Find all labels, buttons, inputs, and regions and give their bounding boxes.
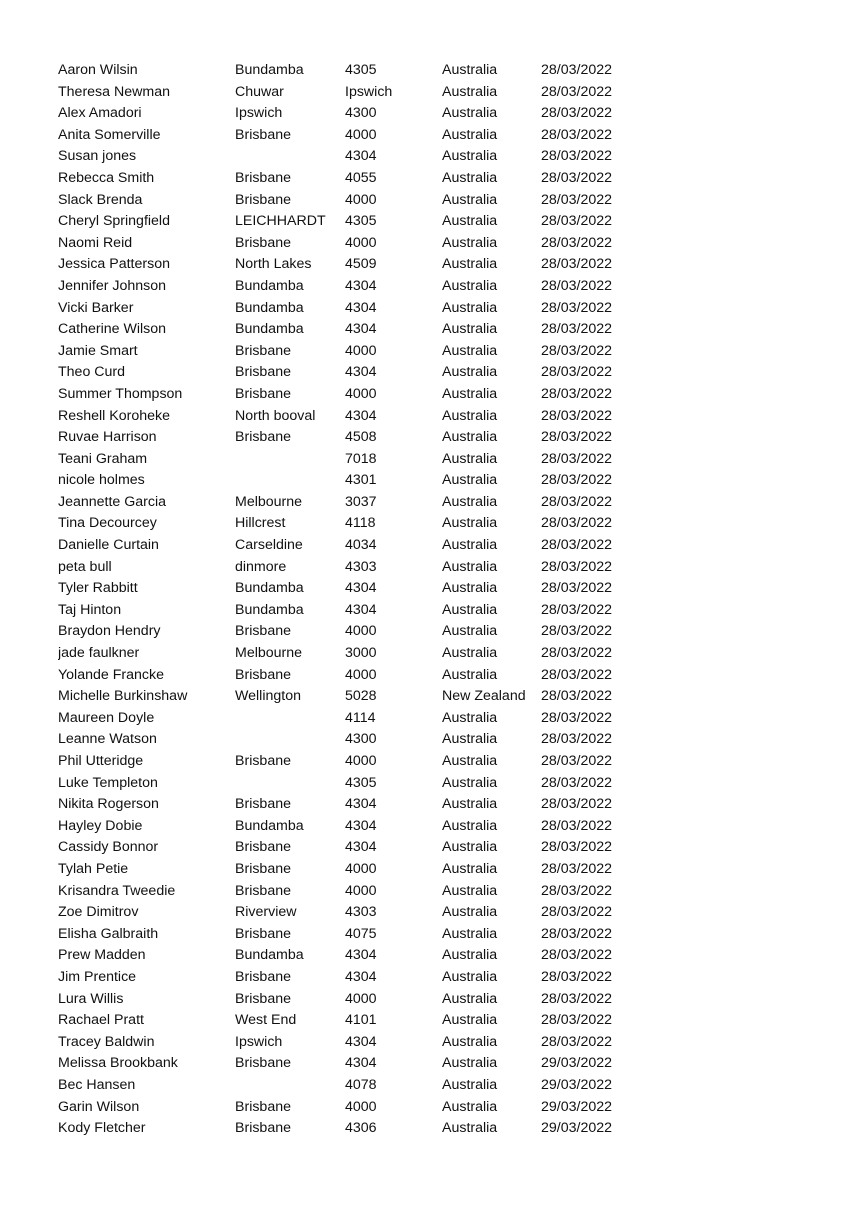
- city-cell: West End: [235, 1012, 297, 1029]
- table-row: [58, 427, 818, 449]
- postcode-cell: 4304: [345, 1055, 377, 1072]
- name-cell: Naomi Reid: [58, 234, 133, 251]
- postcode-cell: 4078: [345, 1076, 377, 1093]
- table-row: [58, 837, 818, 859]
- country-cell: Australia: [442, 947, 498, 964]
- city-cell: Brisbane: [235, 234, 291, 251]
- date-cell: 28/03/2022: [541, 947, 613, 964]
- table-row: [58, 708, 818, 730]
- table-row: [58, 924, 818, 946]
- name-cell: Tracey Baldwin: [58, 1033, 155, 1050]
- postcode-cell: 4306: [345, 1120, 377, 1137]
- postcode-cell: 4000: [345, 1098, 377, 1115]
- date-cell: 28/03/2022: [541, 169, 613, 186]
- table-row: [58, 1053, 818, 1075]
- country-cell: Australia: [442, 796, 498, 813]
- postcode-cell: 4305: [345, 774, 377, 791]
- country-cell: Australia: [442, 839, 498, 856]
- table-row: [58, 233, 818, 255]
- postcode-cell: 4304: [345, 947, 377, 964]
- table-row: [58, 168, 818, 190]
- country-cell: Australia: [442, 169, 498, 186]
- postcode-cell: 4304: [345, 580, 377, 597]
- table-row: [58, 751, 818, 773]
- country-cell: Australia: [442, 83, 498, 100]
- date-cell: 28/03/2022: [541, 364, 613, 381]
- date-cell: 28/03/2022: [541, 839, 613, 856]
- date-cell: 28/03/2022: [541, 385, 613, 402]
- postcode-cell: 4118: [345, 515, 376, 532]
- date-cell: 28/03/2022: [541, 882, 613, 899]
- city-cell: Brisbane: [235, 1098, 291, 1115]
- country-cell: Australia: [442, 148, 498, 165]
- postcode-cell: 4300: [345, 105, 377, 122]
- postcode-cell: 4000: [345, 666, 377, 683]
- date-cell: 28/03/2022: [541, 234, 613, 251]
- postcode-cell: 4000: [345, 126, 377, 143]
- city-cell: Brisbane: [235, 429, 291, 446]
- table-row: [58, 621, 818, 643]
- date-cell: 28/03/2022: [541, 709, 613, 726]
- name-cell: Catherine Wilson: [58, 321, 167, 338]
- date-cell: 28/03/2022: [541, 493, 613, 510]
- city-cell: Wellington: [235, 688, 301, 705]
- city-cell: Bundamba: [235, 321, 304, 338]
- city-cell: Brisbane: [235, 191, 291, 208]
- postcode-cell: 4304: [345, 321, 377, 338]
- table-row: [58, 794, 818, 816]
- name-cell: Jamie Smart: [58, 342, 138, 359]
- city-cell: Brisbane: [235, 342, 291, 359]
- postcode-cell: 4034: [345, 537, 377, 554]
- name-cell: Hayley Dobie: [58, 817, 143, 834]
- city-cell: LEICHHARDT: [235, 213, 326, 230]
- city-cell: Brisbane: [235, 796, 291, 813]
- country-cell: Australia: [442, 817, 498, 834]
- postcode-cell: 4000: [345, 234, 377, 251]
- date-cell: 28/03/2022: [541, 148, 613, 165]
- postcode-cell: 4000: [345, 342, 377, 359]
- city-cell: Brisbane: [235, 1120, 291, 1137]
- country-cell: Australia: [442, 472, 498, 489]
- country-cell: Australia: [442, 299, 498, 316]
- date-cell: 28/03/2022: [541, 1033, 613, 1050]
- city-cell: Brisbane: [235, 385, 291, 402]
- date-cell: 29/03/2022: [541, 1098, 613, 1115]
- table-row: [58, 254, 818, 276]
- name-cell: peta bull: [58, 558, 112, 575]
- date-cell: 28/03/2022: [541, 277, 613, 294]
- city-cell: North Lakes: [235, 256, 312, 273]
- city-cell: Brisbane: [235, 753, 291, 769]
- table-row: [58, 492, 818, 514]
- date-cell: 28/03/2022: [541, 213, 613, 230]
- postcode-cell: 4300: [345, 731, 377, 748]
- city-cell: Riverview: [235, 904, 297, 921]
- postcode-cell: 4304: [345, 277, 377, 294]
- country-cell: Australia: [442, 1120, 498, 1137]
- country-cell: Australia: [442, 580, 498, 597]
- country-cell: Australia: [442, 860, 498, 877]
- postcode-cell: 4304: [345, 796, 377, 813]
- date-cell: 28/03/2022: [541, 450, 613, 467]
- name-cell: nicole holmes: [58, 472, 145, 489]
- date-cell: 29/03/2022: [541, 1076, 613, 1093]
- city-cell: Bundamba: [235, 299, 304, 316]
- country-cell: Australia: [442, 385, 498, 402]
- postcode-cell: 4000: [345, 753, 377, 769]
- date-cell: 28/03/2022: [541, 904, 613, 921]
- table-row: [58, 557, 818, 579]
- table-row: [58, 945, 818, 967]
- country-cell: Australia: [442, 105, 498, 122]
- country-cell: Australia: [442, 968, 498, 985]
- date-cell: 28/03/2022: [541, 83, 613, 100]
- postcode-cell: 3037: [345, 493, 377, 510]
- city-cell: Carseldine: [235, 537, 303, 554]
- name-cell: Susan jones: [58, 148, 137, 165]
- country-cell: Australia: [442, 537, 498, 554]
- date-cell: 29/03/2022: [541, 1120, 613, 1137]
- name-cell: Michelle Burkinshaw: [58, 688, 188, 705]
- postcode-cell: 4509: [345, 256, 377, 273]
- table-row: [58, 125, 818, 147]
- table-row: [58, 773, 818, 795]
- date-cell: 28/03/2022: [541, 968, 613, 985]
- table-row: [58, 881, 818, 903]
- date-cell: 28/03/2022: [541, 126, 613, 143]
- postcode-cell: 4114: [345, 709, 376, 726]
- table-row: [58, 211, 818, 233]
- country-cell: Australia: [442, 342, 498, 359]
- table-row: [58, 190, 818, 212]
- city-cell: Brisbane: [235, 126, 291, 143]
- country-cell: Australia: [442, 1098, 498, 1115]
- date-cell: 28/03/2022: [541, 429, 613, 446]
- postcode-cell: 5028: [345, 688, 377, 705]
- date-cell: 28/03/2022: [541, 558, 613, 575]
- postcode-cell: 4304: [345, 364, 377, 381]
- name-cell: Anita Somerville: [58, 126, 161, 143]
- name-cell: Alex Amadori: [58, 105, 142, 122]
- country-cell: Australia: [442, 990, 498, 1007]
- name-cell: Cheryl Springfield: [58, 213, 170, 230]
- table-row: [58, 60, 818, 82]
- name-cell: Maureen Doyle: [58, 709, 155, 726]
- name-cell: Jessica Patterson: [58, 256, 170, 273]
- postcode-cell: 4304: [345, 601, 377, 618]
- name-cell: Bec Hansen: [58, 1076, 136, 1093]
- table-row: [58, 103, 818, 125]
- table-row: [58, 989, 818, 1011]
- table-row: [58, 298, 818, 320]
- date-cell: 28/03/2022: [541, 515, 613, 532]
- city-cell: Bundamba: [235, 580, 304, 597]
- postcode-cell: 7018: [345, 450, 377, 467]
- postcode-cell: 4101: [345, 1012, 377, 1029]
- postcode-cell: 4000: [345, 990, 377, 1007]
- table-row: [58, 1097, 818, 1119]
- date-cell: 28/03/2022: [541, 796, 613, 813]
- table-row: [58, 406, 818, 428]
- postcode-cell: 4303: [345, 904, 377, 921]
- name-cell: Theo Curd: [58, 364, 126, 381]
- name-cell: Leanne Watson: [58, 731, 157, 748]
- country-cell: Australia: [442, 882, 498, 899]
- city-cell: Ipswich: [235, 1033, 283, 1050]
- table-row: [58, 341, 818, 363]
- table-row: [58, 1118, 818, 1140]
- table-row: [58, 513, 818, 535]
- date-cell: 28/03/2022: [541, 62, 613, 78]
- postcode-cell: 4304: [345, 148, 377, 165]
- date-cell: 28/03/2022: [541, 342, 613, 359]
- table-row: [58, 82, 818, 104]
- country-cell: Australia: [442, 407, 498, 424]
- city-cell: Melbourne: [235, 645, 303, 662]
- city-cell: Brisbane: [235, 839, 291, 856]
- table-row: [58, 859, 818, 881]
- country-cell: Australia: [442, 925, 498, 942]
- date-cell: 28/03/2022: [541, 990, 613, 1007]
- country-cell: Australia: [442, 1033, 498, 1050]
- date-cell: 28/03/2022: [541, 688, 613, 705]
- city-cell: Brisbane: [235, 623, 291, 640]
- country-cell: Australia: [442, 277, 498, 294]
- date-cell: 28/03/2022: [541, 753, 613, 769]
- name-cell: Rachael Pratt: [58, 1012, 144, 1029]
- data-table: [58, 60, 818, 1140]
- date-cell: 28/03/2022: [541, 105, 613, 122]
- city-cell: Brisbane: [235, 860, 291, 877]
- table-row: [58, 967, 818, 989]
- country-cell: Australia: [442, 623, 498, 640]
- date-cell: 28/03/2022: [541, 299, 613, 316]
- table-row: [58, 276, 818, 298]
- date-cell: 28/03/2022: [541, 601, 613, 618]
- postcode-cell: 4304: [345, 1033, 377, 1050]
- name-cell: Ruvae Harrison: [58, 429, 157, 446]
- name-cell: Teani Graham: [58, 450, 148, 467]
- city-cell: Brisbane: [235, 968, 291, 985]
- name-cell: Tina Decourcey: [58, 515, 157, 532]
- name-cell: Elisha Galbraith: [58, 925, 159, 942]
- table-row: [58, 384, 818, 406]
- name-cell: Tylah Petie: [58, 860, 129, 877]
- table-row: [58, 729, 818, 751]
- postcode-cell: 4303: [345, 558, 377, 575]
- postcode-cell: 4075: [345, 925, 377, 942]
- name-cell: Garin Wilson: [58, 1098, 140, 1115]
- table-row: [58, 146, 818, 168]
- date-cell: 28/03/2022: [541, 472, 613, 489]
- country-cell: New Zealand: [442, 688, 526, 705]
- city-cell: Melbourne: [235, 493, 303, 510]
- date-cell: 28/03/2022: [541, 731, 613, 748]
- country-cell: Australia: [442, 256, 498, 273]
- postcode-cell: 4000: [345, 882, 377, 899]
- date-cell: 28/03/2022: [541, 1012, 613, 1029]
- postcode-cell: 4000: [345, 191, 377, 208]
- table-row: [58, 1010, 818, 1032]
- postcode-cell: Ipswich: [345, 83, 393, 100]
- table-row: [58, 449, 818, 471]
- date-cell: 28/03/2022: [541, 774, 613, 791]
- country-cell: Australia: [442, 753, 498, 769]
- date-cell: 28/03/2022: [541, 623, 613, 640]
- country-cell: Australia: [442, 1055, 498, 1072]
- postcode-cell: 4000: [345, 623, 377, 640]
- city-cell: Brisbane: [235, 364, 291, 381]
- country-cell: Australia: [442, 321, 498, 338]
- country-cell: Australia: [442, 645, 498, 662]
- city-cell: Hillcrest: [235, 515, 286, 532]
- date-cell: 28/03/2022: [541, 645, 613, 662]
- table-row: [58, 578, 818, 600]
- name-cell: Rebecca Smith: [58, 169, 155, 186]
- city-cell: North booval: [235, 407, 316, 424]
- postcode-cell: 4301: [345, 472, 377, 489]
- country-cell: Australia: [442, 1012, 498, 1029]
- name-cell: Jeannette Garcia: [58, 493, 167, 510]
- postcode-cell: 4305: [345, 62, 377, 78]
- city-cell: Brisbane: [235, 1055, 291, 1072]
- postcode-cell: 4000: [345, 860, 377, 877]
- country-cell: Australia: [442, 493, 498, 510]
- country-cell: Australia: [442, 515, 498, 532]
- date-cell: 28/03/2022: [541, 817, 613, 834]
- country-cell: Australia: [442, 450, 498, 467]
- date-cell: 28/03/2022: [541, 580, 613, 597]
- city-cell: Ipswich: [235, 105, 283, 122]
- date-cell: 28/03/2022: [541, 860, 613, 877]
- date-cell: 28/03/2022: [541, 191, 613, 208]
- country-cell: Australia: [442, 126, 498, 143]
- city-cell: Brisbane: [235, 925, 291, 942]
- postcode-cell: 4304: [345, 299, 377, 316]
- table-row: [58, 535, 818, 557]
- name-cell: Melissa Brookbank: [58, 1055, 178, 1072]
- name-cell: Nikita Rogerson: [58, 796, 159, 813]
- name-cell: Reshell Koroheke: [58, 407, 170, 424]
- city-cell: Brisbane: [235, 666, 291, 683]
- country-cell: Australia: [442, 429, 498, 446]
- table-row: [58, 319, 818, 341]
- country-cell: Australia: [442, 234, 498, 251]
- name-cell: Jennifer Johnson: [58, 277, 167, 294]
- country-cell: Australia: [442, 666, 498, 683]
- name-cell: Yolande Francke: [58, 666, 164, 683]
- name-cell: Taj Hinton: [58, 601, 122, 618]
- postcode-cell: 4304: [345, 817, 377, 834]
- city-cell: Bundamba: [235, 277, 304, 294]
- country-cell: Australia: [442, 558, 498, 575]
- name-cell: Jim Prentice: [58, 968, 137, 985]
- name-cell: Krisandra Tweedie: [58, 882, 176, 899]
- table-row: [58, 686, 818, 708]
- date-cell: 28/03/2022: [541, 256, 613, 273]
- table-row: [58, 1032, 818, 1054]
- name-cell: Prew Madden: [58, 947, 146, 964]
- postcode-cell: 4000: [345, 385, 377, 402]
- table-row: [58, 816, 818, 838]
- table-row: [58, 470, 818, 492]
- table-row: [58, 362, 818, 384]
- name-cell: Kody Fletcher: [58, 1120, 146, 1137]
- date-cell: 28/03/2022: [541, 925, 613, 942]
- postcode-cell: 4305: [345, 213, 377, 230]
- name-cell: jade faulkner: [58, 645, 140, 662]
- city-cell: Bundamba: [235, 817, 304, 834]
- country-cell: Australia: [442, 1076, 498, 1093]
- name-cell: Vicki Barker: [58, 299, 134, 316]
- name-cell: Braydon Hendry: [58, 623, 161, 640]
- postcode-cell: 3000: [345, 645, 377, 662]
- table-row: [58, 902, 818, 924]
- city-cell: Bundamba: [235, 601, 304, 618]
- date-cell: 28/03/2022: [541, 666, 613, 683]
- country-cell: Australia: [442, 213, 498, 230]
- date-cell: 29/03/2022: [541, 1055, 613, 1072]
- city-cell: Bundamba: [235, 947, 304, 964]
- date-cell: 28/03/2022: [541, 407, 613, 424]
- postcode-cell: 4304: [345, 407, 377, 424]
- country-cell: Australia: [442, 62, 498, 78]
- name-cell: Slack Brenda: [58, 191, 143, 208]
- city-cell: Bundamba: [235, 62, 304, 78]
- name-cell: Luke Templeton: [58, 774, 158, 791]
- name-cell: Aaron Wilsin: [58, 62, 138, 78]
- name-cell: Cassidy Bonnor: [58, 839, 159, 856]
- table-row: [58, 1075, 818, 1097]
- country-cell: Australia: [442, 774, 498, 791]
- city-cell: Brisbane: [235, 990, 291, 1007]
- city-cell: dinmore: [235, 558, 287, 575]
- date-cell: 28/03/2022: [541, 537, 613, 554]
- name-cell: Danielle Curtain: [58, 537, 159, 554]
- country-cell: Australia: [442, 191, 498, 208]
- name-cell: Tyler Rabbitt: [58, 580, 138, 597]
- name-cell: Theresa Newman: [58, 83, 170, 100]
- table-row: [58, 600, 818, 622]
- name-cell: Summer Thompson: [58, 385, 183, 402]
- postcode-cell: 4508: [345, 429, 377, 446]
- country-cell: Australia: [442, 904, 498, 921]
- country-cell: Australia: [442, 601, 498, 618]
- city-cell: Brisbane: [235, 882, 291, 899]
- country-cell: Australia: [442, 731, 498, 748]
- postcode-cell: 4304: [345, 968, 377, 985]
- postcode-cell: 4055: [345, 169, 377, 186]
- country-cell: Australia: [442, 709, 498, 726]
- date-cell: 28/03/2022: [541, 321, 613, 338]
- name-cell: Zoe Dimitrov: [58, 904, 139, 921]
- country-cell: Australia: [442, 364, 498, 381]
- postcode-cell: 4304: [345, 839, 377, 856]
- table-row: [58, 643, 818, 665]
- city-cell: Chuwar: [235, 83, 284, 100]
- name-cell: Lura Willis: [58, 990, 124, 1007]
- table-row: [58, 665, 818, 687]
- city-cell: Brisbane: [235, 169, 291, 186]
- name-cell: Phil Utteridge: [58, 753, 144, 769]
